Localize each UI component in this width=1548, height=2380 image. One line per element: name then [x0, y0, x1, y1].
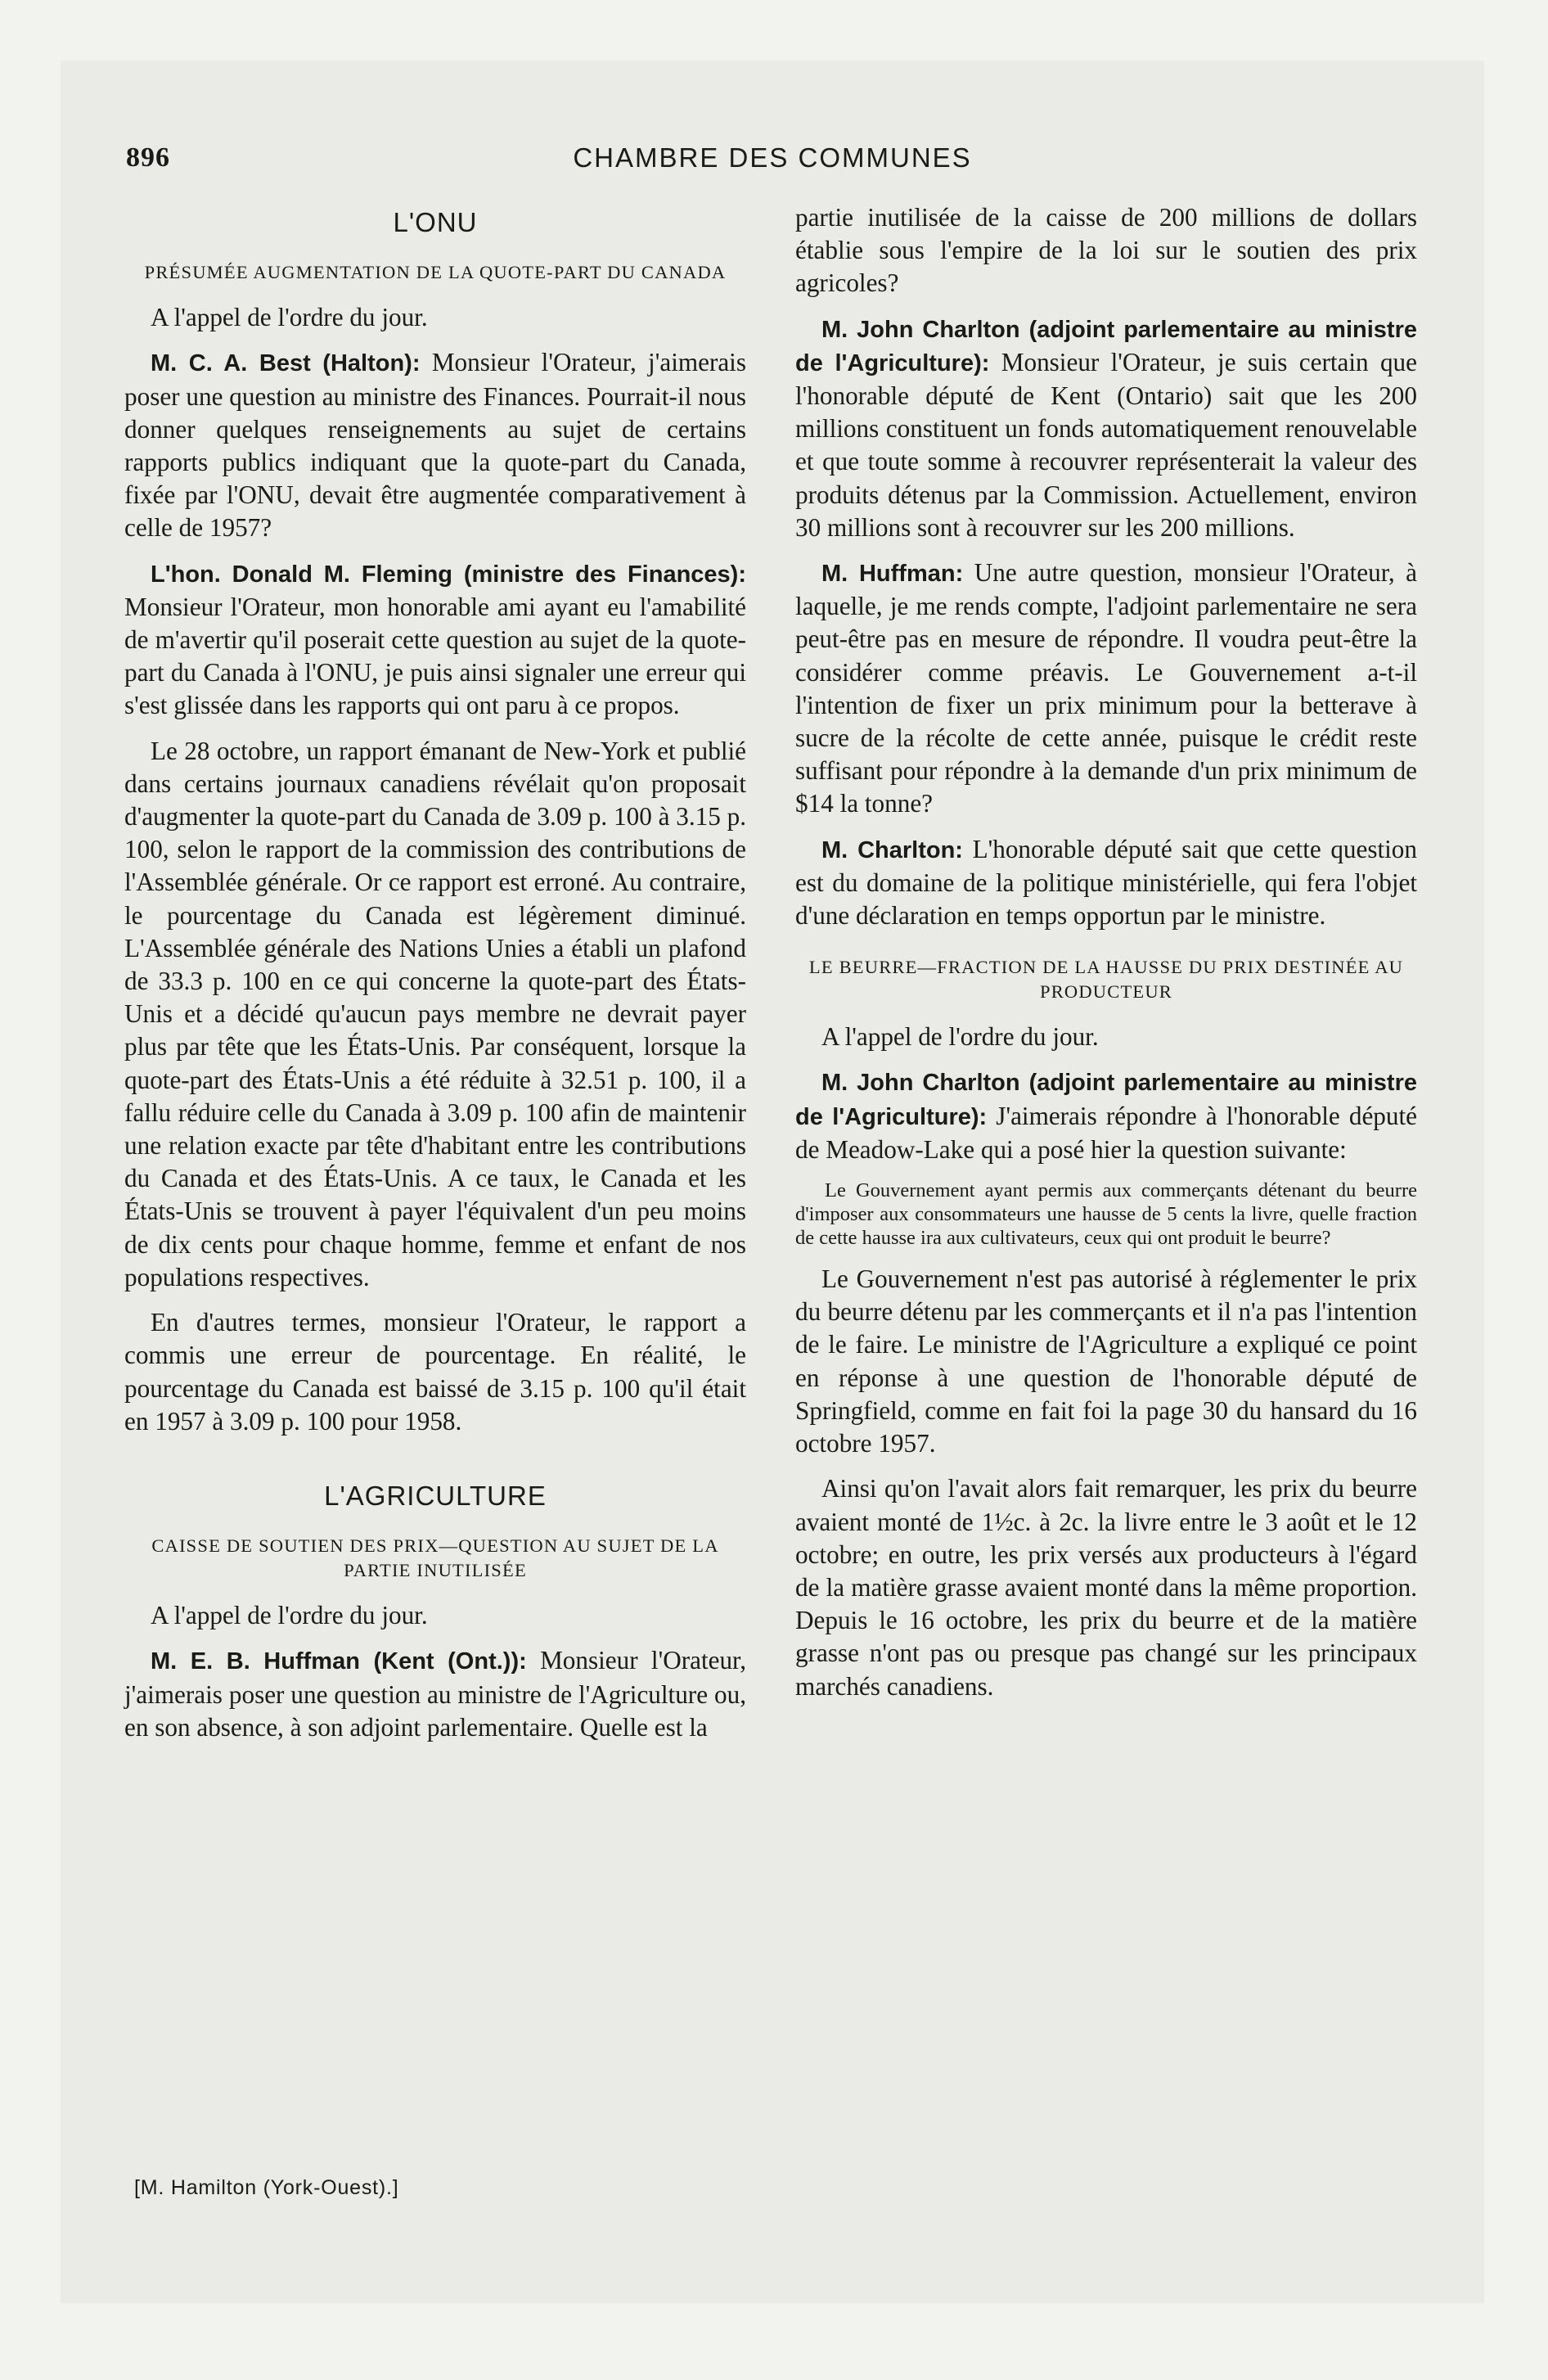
- running-title: CHAMBRE DES COMMUNES: [573, 142, 972, 173]
- page-header: [126, 142, 1419, 192]
- paragraph: A l'appel de l'ordre du jour.: [151, 303, 428, 332]
- paragraph: [124, 1644, 746, 1744]
- speaker-name: M. Charlton:: [821, 836, 963, 863]
- speech-text: J'aimerais répondre à l'honorable député de Meadow-Lake qui a posé hier la question suivante:: [795, 1101, 1417, 1164]
- left-column: [124, 201, 746, 1756]
- block-quote: Le Gouvernement ayant permis aux commerçants détenant du beurre d'imposer aux consommateurs une hausse de 5 cents la livre, quelle fraction de cette hausse ira aux cultivateurs, ceux qui ont produit le beurre?: [795, 1179, 1417, 1250]
- section-subtitle-onu: PRÉSUMÉE AUGMENTATION DE LA QUOTE-PART DU CANADA: [144, 262, 727, 283]
- paragraph: Le 28 octobre, un rapport émanant de New-York et publié dans certains journaux canadiens révélait qu'on proposait d'augmenter la quote-part du Canada de 3.09 p. 100 à 3.15 p. 100, selon le rapport de la commission des contributions de l'Assemblée générale. Or ce rapport est erroné. Au contraire, le pourcentage du Canada est légèrement diminué. L'Assemblée générale des Nations Unies a établi un plafond de 33.3 p. 100 en ce qui concerne la quote-part des États-Unis et a décidé qu'aucun pays membre ne devrait payer plus par tête que les États-Unis. Par conséquent, lorsque la quote-part des États-Unis a été réduite à 32.51 p. 100, il a fallu réduire celle du Canada à 3.09 p. 100 afin de maintenir une relation exacte par tête d'habitant entre les contributions du Canada et des États-Unis. A ce taux, le Canada et les États-Unis se trouvent à payer l'équivalent d'un peu moins de dix cents pour chaque homme, femme et enfant de nos populations respectives.: [124, 736, 746, 1291]
- page-number: 896: [126, 142, 170, 173]
- speech-text: Une autre question, monsieur l'Orateur, à laquelle, je me rends compte, l'adjoint parlementaire ne sera peut-être pas en mesure de répondre. Il voudra peut-être la considérer comme préavis. Le Gouvernement a-t-il l'intention de fixer un prix minimum pour la betterave à sucre de la récolte de cette année, puisque le crédit reste suffisant pour répondre à la demande d'un prix minimum de $14 la tonne?: [795, 558, 1417, 818]
- section-subtitle-beurre: LE BEURRE—FRACTION DE LA HAUSSE DU PRIX DESTINÉE AU PRODUCTEUR: [808, 957, 1404, 1003]
- speech-text: Monsieur l'Orateur, j'aimerais poser une question au ministre de l'Agriculture ou, en son absence, à son adjoint parlementaire. Quelle est la: [124, 1646, 746, 1742]
- right-column: [795, 201, 1417, 1715]
- footnote: [M. Hamilton (York-Ouest).]: [134, 2176, 399, 2199]
- paragraph: A l'appel de l'ordre du jour.: [151, 1601, 428, 1630]
- speech-text: L'honorable député sait que cette question est du domaine de la politique ministérielle, qui fera l'objet d'une déclaration en temps opportun par le ministre.: [795, 834, 1417, 931]
- section-subtitle-caisse: CAISSE DE SOUTIEN DES PRIX—QUESTION AU SUJET DE LA PARTIE INUTILISÉE: [151, 1535, 719, 1581]
- speaker-name: M. C. A. Best (Halton):: [151, 350, 421, 377]
- page: [61, 61, 1484, 2303]
- paragraph: partie inutilisée de la caisse de 200 millions de dollars établie sous l'empire de la loi sur le soutien des prix agricoles?: [795, 203, 1417, 298]
- paragraph: [124, 346, 746, 544]
- paragraph: [795, 1066, 1417, 1166]
- speaker-name: L'hon. Donald M. Fleming (ministre des Finances):: [151, 561, 746, 588]
- paragraph: [795, 313, 1417, 544]
- speech-text: Monsieur l'Orateur, je suis certain que l'honorable député de Kent (Ontario) sait que les 200 millions constituent un fonds automatiquement renouvelable et que toute somme à recouvrer représenterait la valeur des produits détenus par la Commission. Actuellement, environ 30 millions sont à recouvrer sur les 200 millions.: [795, 347, 1417, 542]
- speech-text: Monsieur l'Orateur, mon honorable ami ayant eu l'amabilité de m'avertir qu'il poserait cette question au sujet de la quote-part du Canada à l'ONU, je puis ainsi signaler une erreur qui s'est glissée dans les rapports qui ont paru à ce propos.: [124, 592, 746, 720]
- speaker-name: M. John Charlton (adjoint parlementaire au ministre de l'Agriculture):: [795, 316, 1417, 376]
- paragraph: En d'autres termes, monsieur l'Orateur, le rapport a commis une erreur de pourcentage. En réalité, le pourcentage du Canada est baissé de 3.15 p. 100 qu'il était en 1957 à 3.09 p. 100 pour 1958.: [124, 1308, 746, 1436]
- paragraph: [124, 557, 746, 723]
- paragraph: Ainsi qu'on l'avait alors fait remarquer, les prix du beurre avaient monté de 1½c. à 2c. la livre entre le 3 août et le 12 octobre; en outre, les prix versés aux producteurs à l'égard de la matière grasse avaient monté dans la même proportion. Depuis le 16 octobre, les prix du beurre et de la matière grasse n'ont pas ou presque pas changé sur les principaux marchés canadiens.: [795, 1474, 1417, 1701]
- speech-text: Monsieur l'Orateur, j'aimerais poser une question au ministre des Finances. Pourrait-il nous donner quelques renseignements au sujet de certains rapports publics indiquant que la quote-part du Canada, fixée par l'ONU, devait être augmentée comparativement à celle de 1957?: [124, 348, 746, 543]
- paragraph: [795, 833, 1417, 933]
- speaker-name: M. John Charlton (adjoint parlementaire au ministre de l'Agriculture):: [795, 1070, 1417, 1130]
- speaker-name: M. E. B. Huffman (Kent (Ont.)):: [151, 1648, 527, 1675]
- section-title-onu: L'ONU: [393, 207, 478, 237]
- speaker-name: M. Huffman:: [821, 561, 964, 588]
- paragraph: A l'appel de l'ordre du jour.: [821, 1022, 1099, 1052]
- section-title-agriculture: L'AGRICULTURE: [324, 1480, 547, 1511]
- paragraph: Le Gouvernement n'est pas autorisé à réglementer le prix du beurre détenu par les commerçants et il n'a pas l'intention de le faire. Le ministre de l'Agriculture a expliqué ce point en réponse à une question de l'honorable député de Springfield, comme en fait foi la page 30 du hansard du 16 octobre 1957.: [795, 1264, 1417, 1458]
- paragraph: [795, 557, 1417, 821]
